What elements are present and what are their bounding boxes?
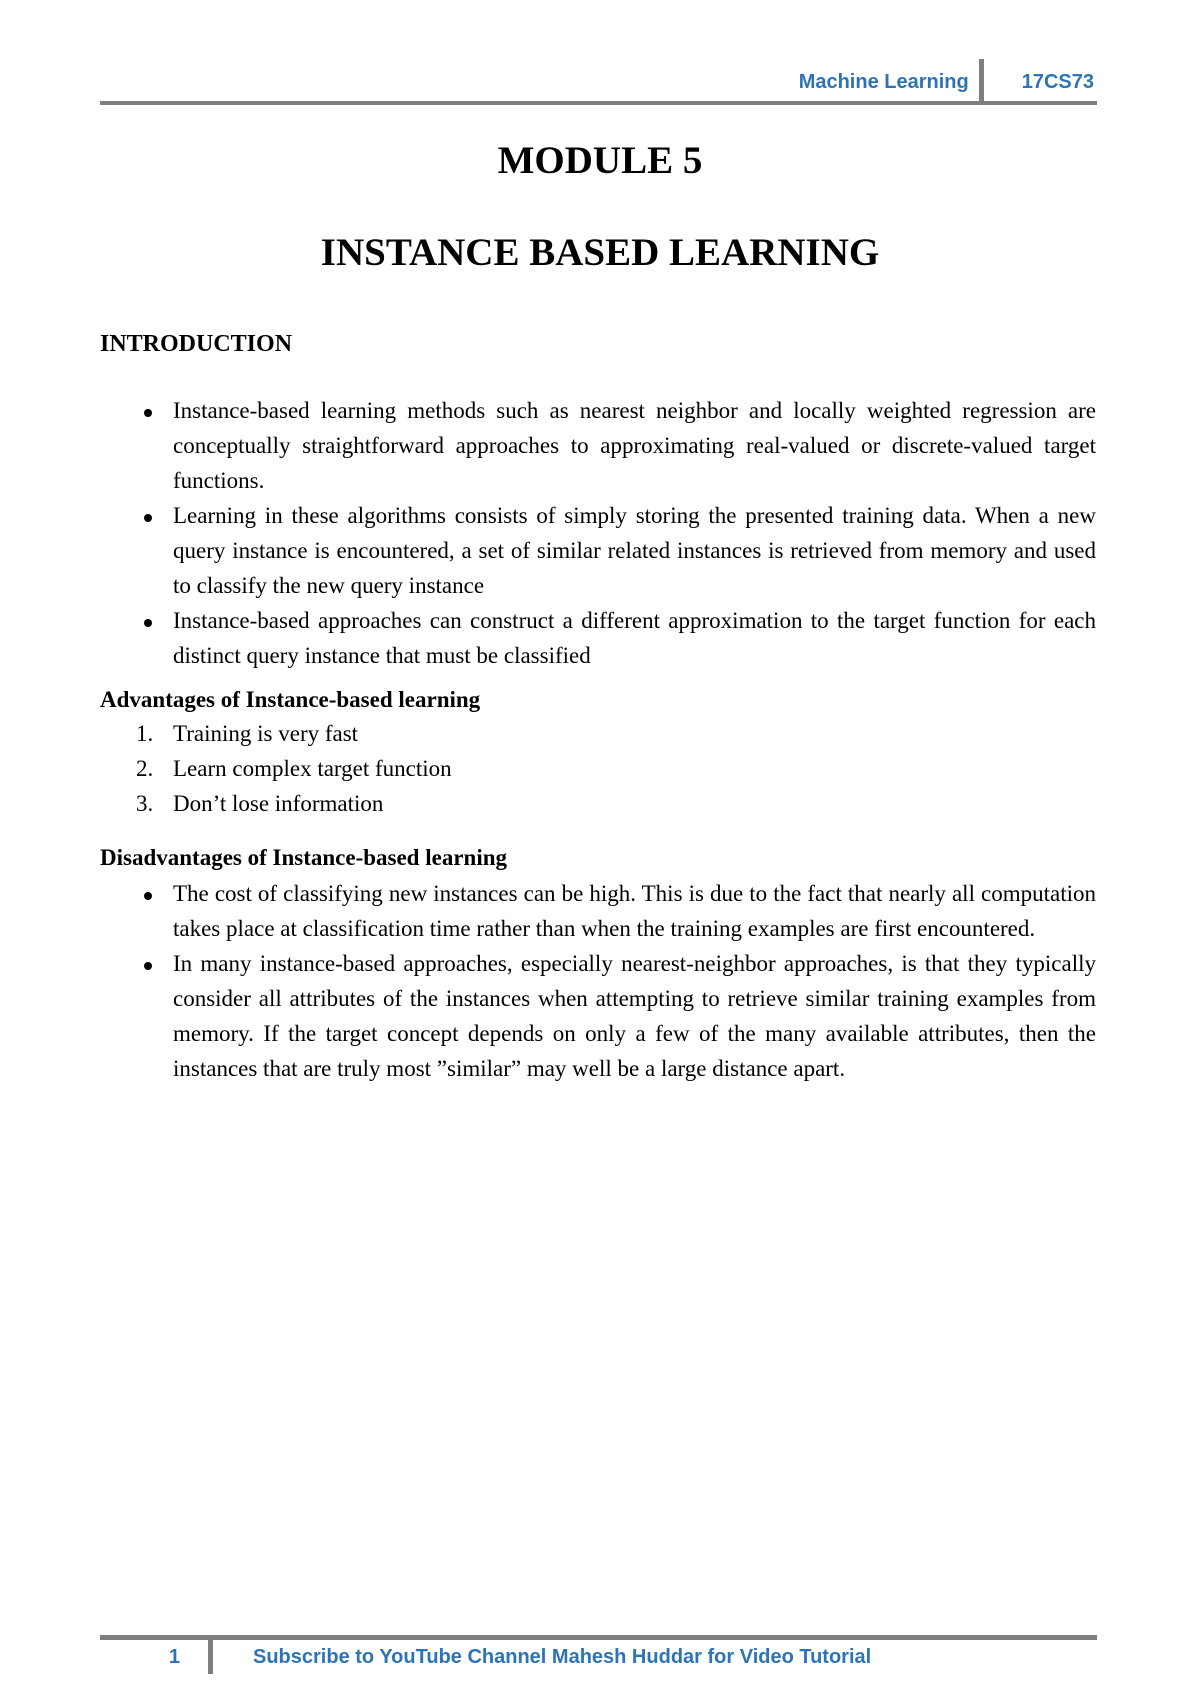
disadvantages-list	[100, 876, 1096, 1086]
introduction-heading: INTRODUCTION	[100, 331, 293, 357]
disadvantages-heading: Disadvantages of Instance-based learning	[100, 845, 508, 870]
list-item: 1. Training is very fast	[136, 721, 359, 746]
advantages-list	[100, 716, 1096, 821]
list-item: The cost of classifying new instances can be high. This is due to the fact that nearly all computation takes place at classification time rather than when the training examples are first encountered.	[100, 876, 1096, 946]
topic-title: INSTANCE BASED LEARNING	[320, 231, 880, 274]
header-rule	[100, 101, 1097, 105]
list-item: Instance-based approaches can construct a different approximation to the target function for each distinct query instance that must be classified	[100, 603, 1096, 673]
page-footer	[100, 1640, 871, 1674]
page-header	[799, 62, 1094, 102]
bullet-icon	[144, 409, 152, 417]
bullet-icon	[144, 892, 152, 900]
list-item: Instance-based learning methods such as nearest neighbor and locally weighted regression are conceptually straightforward approaches to approximating real-valued or discrete-valued target functions.	[100, 393, 1096, 498]
list-item: In many instance-based approaches, especially nearest-neighbor approaches, is that they typically consider all attributes of the instances when attempting to retrieve similar training examples from memory. If the target concept depends on only a few of the many available attributes, then the instances that are truly most ”similar” may well be a large distance apart.	[100, 946, 1096, 1086]
page-number: 1	[168, 1645, 180, 1668]
bullet-icon	[144, 514, 152, 522]
list-item: 3. Don’t lose information	[136, 791, 384, 816]
header-separator	[979, 59, 984, 105]
bullet-icon	[144, 619, 152, 627]
bullet-icon	[144, 962, 152, 970]
module-title: MODULE 5	[497, 139, 703, 182]
advantages-heading: Advantages of Instance-based learning	[100, 687, 481, 712]
introduction-list	[100, 393, 1096, 673]
footer-text: Subscribe to YouTube Channel Mahesh Huddar for Video Tutorial	[253, 1645, 872, 1668]
header-course-code: 17CS73	[1021, 70, 1094, 93]
header-subject: Machine Learning	[798, 70, 969, 93]
footer-separator	[208, 1640, 213, 1674]
list-item: 2. Learn complex target function	[136, 756, 452, 781]
list-item: Learning in these algorithms consists of simply storing the presented training data. When a new query instance is encountered, a set of similar related instances is retrieved from memory and used to classify the new query instance	[100, 498, 1096, 603]
